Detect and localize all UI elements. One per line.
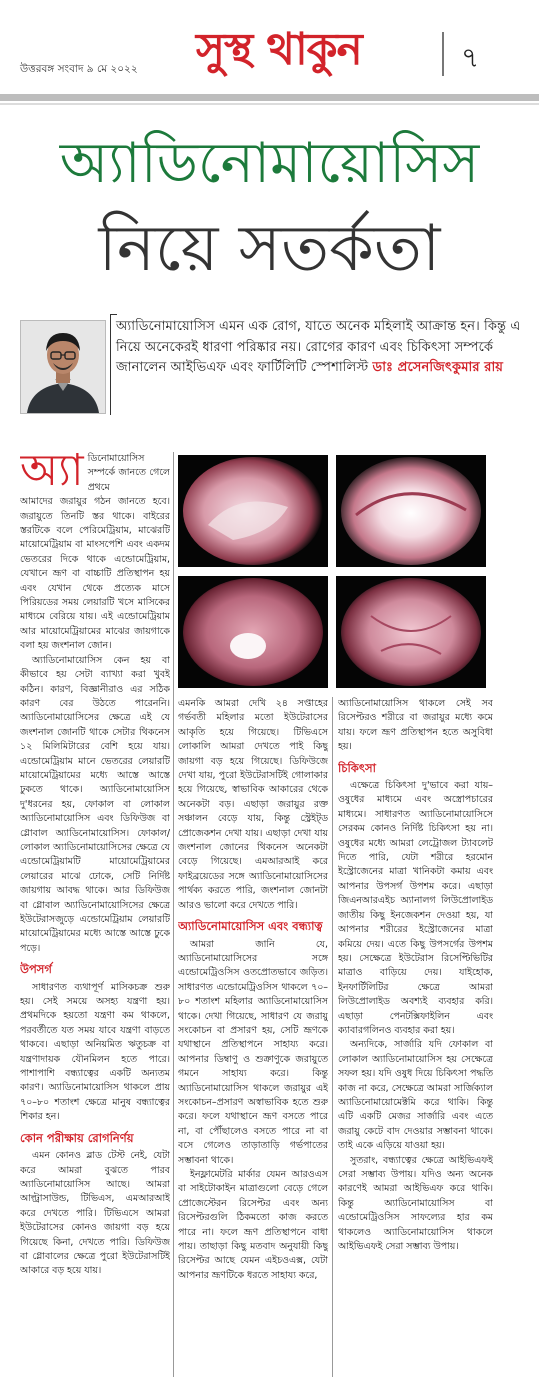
column-1 — [20, 452, 170, 1377]
paragraph: এমন কোনও ব্লাড টেস্ট নেই, যেটা করে আমরা বুঝতে পারব অ্যাডিনোমায়োসিস আছে। আমরা আল্ট্রাসাউন্ড, টিভিএস, এমআরআই করে দেখতে পারি। টিভিএসে আমরা ইউটেরাসের কোনও জায়গা বড় হয়ে গিয়েছে কিনা, দেখতে পারি। ডিফিউজ বা গ্লোবালের ক্ষেত্রে পুরো ইউটেরাসটিই আকারে বড় হয়ে যায়। — [20, 1150, 170, 1277]
paragraph: ইনফ্লামেটরি মার্কার যেমন আরওএস বা সাইটোকাইন মাত্রাগুলো বেড়ে গেলে প্রোজেস্টেরন রিসেপ্টর এবং অন্য রিসেপ্টরগুলি ঠিকমতো কাজ করতে পারে না। ফলে ভ্রূণ প্রতিস্থাপনে বাধা পায়। তাছাড়া কিছু মতবাদ অনুযায়ী কিছু রিসেপ্টর আছে যেমন এইচওএক্স, যেটা আপনার ভ্রূণটিকে ধরতে সাহায্য করে, — [178, 1169, 328, 1281]
column-divider — [332, 697, 333, 1377]
page-number: ৭ — [461, 41, 480, 74]
paragraph: অন্যদিকে, সার্জারি যদি ফোকাল বা লোকাল অ্যাডিনোমায়োসিস হয় সেক্ষেত্রে সফল হয়। যদি ওষুধ দিয়ে চিকিৎসা পদ্ধতি কাজ না করে, সেক্ষেত্রে আমরা সার্জিক্যাল অ্যাডিনোমায়োমেক্টমি করে থাকি। কিন্তু এটি একটি মেজর সার্জারি এবং এতে জরায়ু কেটে বাদ দেওয়ার সম্ভাবনা থাকে। তাই একে এড়িয়ে যাওয়া হয়। — [338, 1039, 493, 1152]
figure-image — [336, 455, 486, 567]
column-3 — [338, 697, 493, 1377]
paragraph: এক্ষেত্রে চিকিৎসা দু'ভাবে করা যায়– ওষুধের মাধ্যমে এবং অস্ত্রোপচারের মাধ্যমে। সাধারণত অ্যাডিনোমায়োসিসে সেরকম কোনও নির্দিষ্ট চিকিৎসা হয় না। ওষুধের মধ্যে আমরা লেট্রোজল ট্যাবলেট দিতে পারি, যেটা শরীরে হরমোন ইস্ট্রোজেনের মাত্রা খানিকটা কমায় এবং আপনার উপসর্গ উপশম করে। এছাড়া জিএনআরএইচ অ্যানালগ লিউপ্রোলাইড জাতীয় কিছু ইনজেকশন দেওয়া হয়, যা আপনার শরীরের ইস্ট্রোজেনের মাত্রা কমিয়ে দেয়। এতে কিছু উপসর্গের উপশম হয়। সেক্ষেত্রে ইউটেরাস রিসেপ্টিভিটির মাত্রাও বাড়িয়ে দেয়। যাইহোক, ইনফার্টিলিটির ক্ষেত্রে আমরা লিউপ্রোলাইড অবশ্যই ব্যবহার করি। এছাড়া পেনটক্সিফাইলিন এবং ক্যাবারগলিনও ব্যবহার করা হয়। — [338, 780, 493, 1036]
header-rule-thin — [0, 103, 539, 105]
figure-image — [178, 455, 328, 567]
headline-line-1: অ্যাডিনোমায়োসিস — [59, 131, 480, 196]
paragraph: আমাদের জরায়ুর গঠন জানতে হবে। জরায়ুতে তিনটি স্তর থাকে। বাইরের স্তরটিকে বলে পেরিমেট্রিয়াম, মাঝেরটি মায়োমেট্রিয়াম বা মাংসপেশি এবং একদম ভেতরের দিকে থাকে এন্ডোমেট্রিয়াম, যেখানে ভ্রূণ বা বাচ্চাটি প্রতিস্থাপন হয় এবং যেখান থেকে প্রত্যেক মাসে পিরিয়ডের সময় লেয়ারটি খসে মাসিকের মাধ্যমে বেরিয়ে যায়। এই এন্ডোমেট্রিয়াম আর মায়োমেট্রিয়ামের মাঝের জায়গাকে বলা হয় জংশনাল জোন। — [20, 496, 170, 652]
section-masthead: সুস্থ থাকুন — [196, 24, 362, 75]
subhead-diagnosis: কোন পরীক্ষায় রোগনির্ণয় — [20, 1130, 134, 1145]
paragraph: এমনকি আমরা দেখি ২৪ সপ্তাহের গর্ভবতী মহিলার মতো ইউটেরাসের আকৃতি হয়ে গিয়েছে। টিভিএসে লোকালি আমরা দেখতে পাই কিছু জায়গা বড় হয়ে গিয়েছে। ডিফিউজে দেখা যায়, পুরো ইউটেরাসটিই গোলাকার হয়ে গিয়েছে, স্বাভাবিক আকারের থেকে অনেকটা বড়। এছাড়া জরায়ুর রক্ত সঞ্চালন বেড়ে যায়, কিন্তু স্ট্রেইট্‌ড প্রোজেকশন দেখা যায়। এছাড়া দেখা যায় জংশনাল জোনের থিকনেস অনেকটা বেড়ে গিয়েছে। এমআরআই করে ফাইব্রয়েডের সঙ্গে অ্যাডিনোমায়োসিসের পার্থক্য করতে পারি, জংশনাল জোনটা আরও ভালো করে দেখতে পারি। — [178, 698, 328, 911]
paragraph: আমরা জানি যে, অ্যাডিনোমায়োসিসের সঙ্গে এন্ডোমেট্রিওসিস ওতপ্রোতভাবে জড়িত। সাধারণত এন্ডোমেট্রিওসিস থাকলে ৭০–৮০ শতাংশ মহিলার অ্যাডিনোমায়োসিস থাকে। দেখা গিয়েছে, সাধারণ যে জরায়ু সংকোচন বা প্রসারণ হয়, সেটি ভ্রূণকে যথাস্থানে প্রতিস্থাপনে সাহায্য করে। আপনার ডিম্বাণু ও শুক্রাণুকে জরায়ুতে গমনে সাহায্য করে। কিন্তু অ্যাডিনোমায়োসিস থাকলে জরায়ুর এই সংকোচন–প্রসারণ অস্বাভাবিক হতে শুরু করে। ফলে যথাস্থানে ভ্রূণ বসতে পারে না, বা পৌঁছালেও বসতে পারে না বা বসে গেলেও তাড়াতাড়ি গর্ভপাতের সম্ভাবনা থাকে। — [178, 938, 328, 1166]
masthead-divider — [442, 32, 444, 76]
doctor-name: ডাঃ প্রসেনজিৎকুমার রায় — [372, 360, 504, 375]
hysteroscopy-figure — [178, 455, 493, 690]
hysteroscopy-view-icon — [178, 455, 328, 567]
paragraph: সুতরাং, বন্ধ্যাত্বের ক্ষেত্রে আইভিএফই সেরা সম্ভাব্য উপায়। যদিও অন্য অনেক কারণেই আমরা আইভিএফ করে থাকি। কিন্তু অ্যাডিনোমায়োসিস বা এন্ডোমেট্রিওসিস সাফল্যের হার কম থাকলেও অ্যাডিনোমায়োসিস থাকলে আইভিএফই সেরা সম্ভাব্য উপায়। — [338, 1154, 493, 1253]
doctor-portrait-icon — [21, 321, 105, 413]
drop-cap: অ্যা — [20, 452, 84, 496]
hysteroscopy-view-icon — [336, 455, 486, 567]
subhead-infertility: অ্যাডিনোমায়োসিস এবং বন্ধ্যাত্ব — [178, 919, 323, 934]
column-divider — [173, 452, 174, 1377]
dateline: উত্তরবঙ্গ সংবাদ ৯ মে ২০২২ — [20, 63, 138, 75]
hysteroscopy-view-icon — [178, 576, 328, 688]
paragraph: অ্যাডিনোমায়োসিস থাকলে সেই সব রিসেপ্টরও শরীরে বা জরায়ুর মধ্যে কমে যায়। ফলে ভ্রূণ প্রতিস্থাপন হতে অসুবিধা হয়। — [338, 698, 493, 753]
paragraph: অ্যাডিনোমায়োসিস কেন হয় বা কীভাবে হয় সেটা ব্যাখ্যা করা খুবই কঠিন। কারণ, বিজ্ঞানীরাও এর সঠিক কারণ বের উঠতে পারেননি। অ্যাডিনোমায়োসিসের ক্ষেত্রে এই যে জংশনাল জোনটি থাকে সেটার থিকনেস ১২ মিলিমিটারের বেশি হয়ে যায়। এন্ডোমেট্রিয়াম মানে ভেতরের লেয়ারটি মায়োমেট্রিয়ামের মধ্যে আস্তে আস্তে ঢুকতে থাকে। অ্যাডিনোমায়োসিস দু'ধরনের হয়, ফোকাল বা লোকাল অ্যাডিনোমায়োসিস এবং ডিফিউজ বা গ্লোবাল অ্যাডিনোমায়োসিস। ফোকাল/লোকাল অ্যাডিনোমায়োসিসের ক্ষেত্রে যে এন্ডোমেট্রিয়ামটি মায়োমেট্রিয়ামের লেয়ারের মাঝে ঢোকে, সেটি নির্দিষ্ট জায়গায় আবদ্ধ থাকে। আর ডিফিউজ বা গ্লোবাল অ্যাডিনোমায়োসিসের ক্ষেত্রে ইউটেরাসজুড়ে এন্ডোমেট্রিয়াম লেয়ারটি মায়োমেট্রিয়ামের মধ্যে আস্তে আস্তে ঢুকে পড়ে। — [20, 654, 170, 954]
figure-image — [178, 576, 328, 688]
headline-line-2: নিয়ে সতর্কতা — [98, 212, 441, 286]
intro-text: অ্যাডিনোমায়োসিস এমন এক রোগ, যাতে অনেক মহিলাই আক্রান্ত হন। কিন্তু এ নিয়ে অনেকেরই ধারণা পরিষ্কার নয়। রোগের কারণ এবং চিকিৎসা সম্পর্কে জানালেন আইভিএফ এবং ফার্টিলিটি স্পেশালিস্ট — [116, 319, 521, 375]
column-2 — [178, 697, 328, 1377]
header-rule — [0, 94, 539, 101]
subhead-treatment: চিকিৎসা — [338, 760, 376, 775]
intro-standfirst — [116, 317, 526, 379]
hysteroscopy-view-icon — [336, 576, 486, 688]
figure-image — [336, 576, 486, 688]
paragraph: সাধারণত ব্যথাপূর্ণ মাসিকচক্র শুরু হয়। সেই সময়ে অসহ্য যন্ত্রণা হয়। প্রথমদিকে হয়তো যন্ত্রণা কম থাকলে, পরবর্তীতে যত সময় যাবে যন্ত্রণা বাড়তে থাকবে। এছাড়া অনিয়মিত ঋতুচক্র বা যন্ত্রণাদায়ক যৌনমিলন হতে পারে। পাশাপাশি বন্ধ্যাত্বের একটি অন্যতম কারণ। অ্যাডিনোমায়োসিস থাকলে প্রায় ৭০–৮০ শতাংশ ক্ষেত্রে মানুষ বন্ধ্যাত্বের শিকার হন। — [20, 981, 170, 1123]
subhead-symptoms: উপসর্গ — [20, 962, 52, 977]
lead-text: ডিনোমায়োসিস সম্পর্কে জানতে গেলে প্রথমে — [87, 453, 170, 493]
doctor-photo — [20, 320, 106, 414]
